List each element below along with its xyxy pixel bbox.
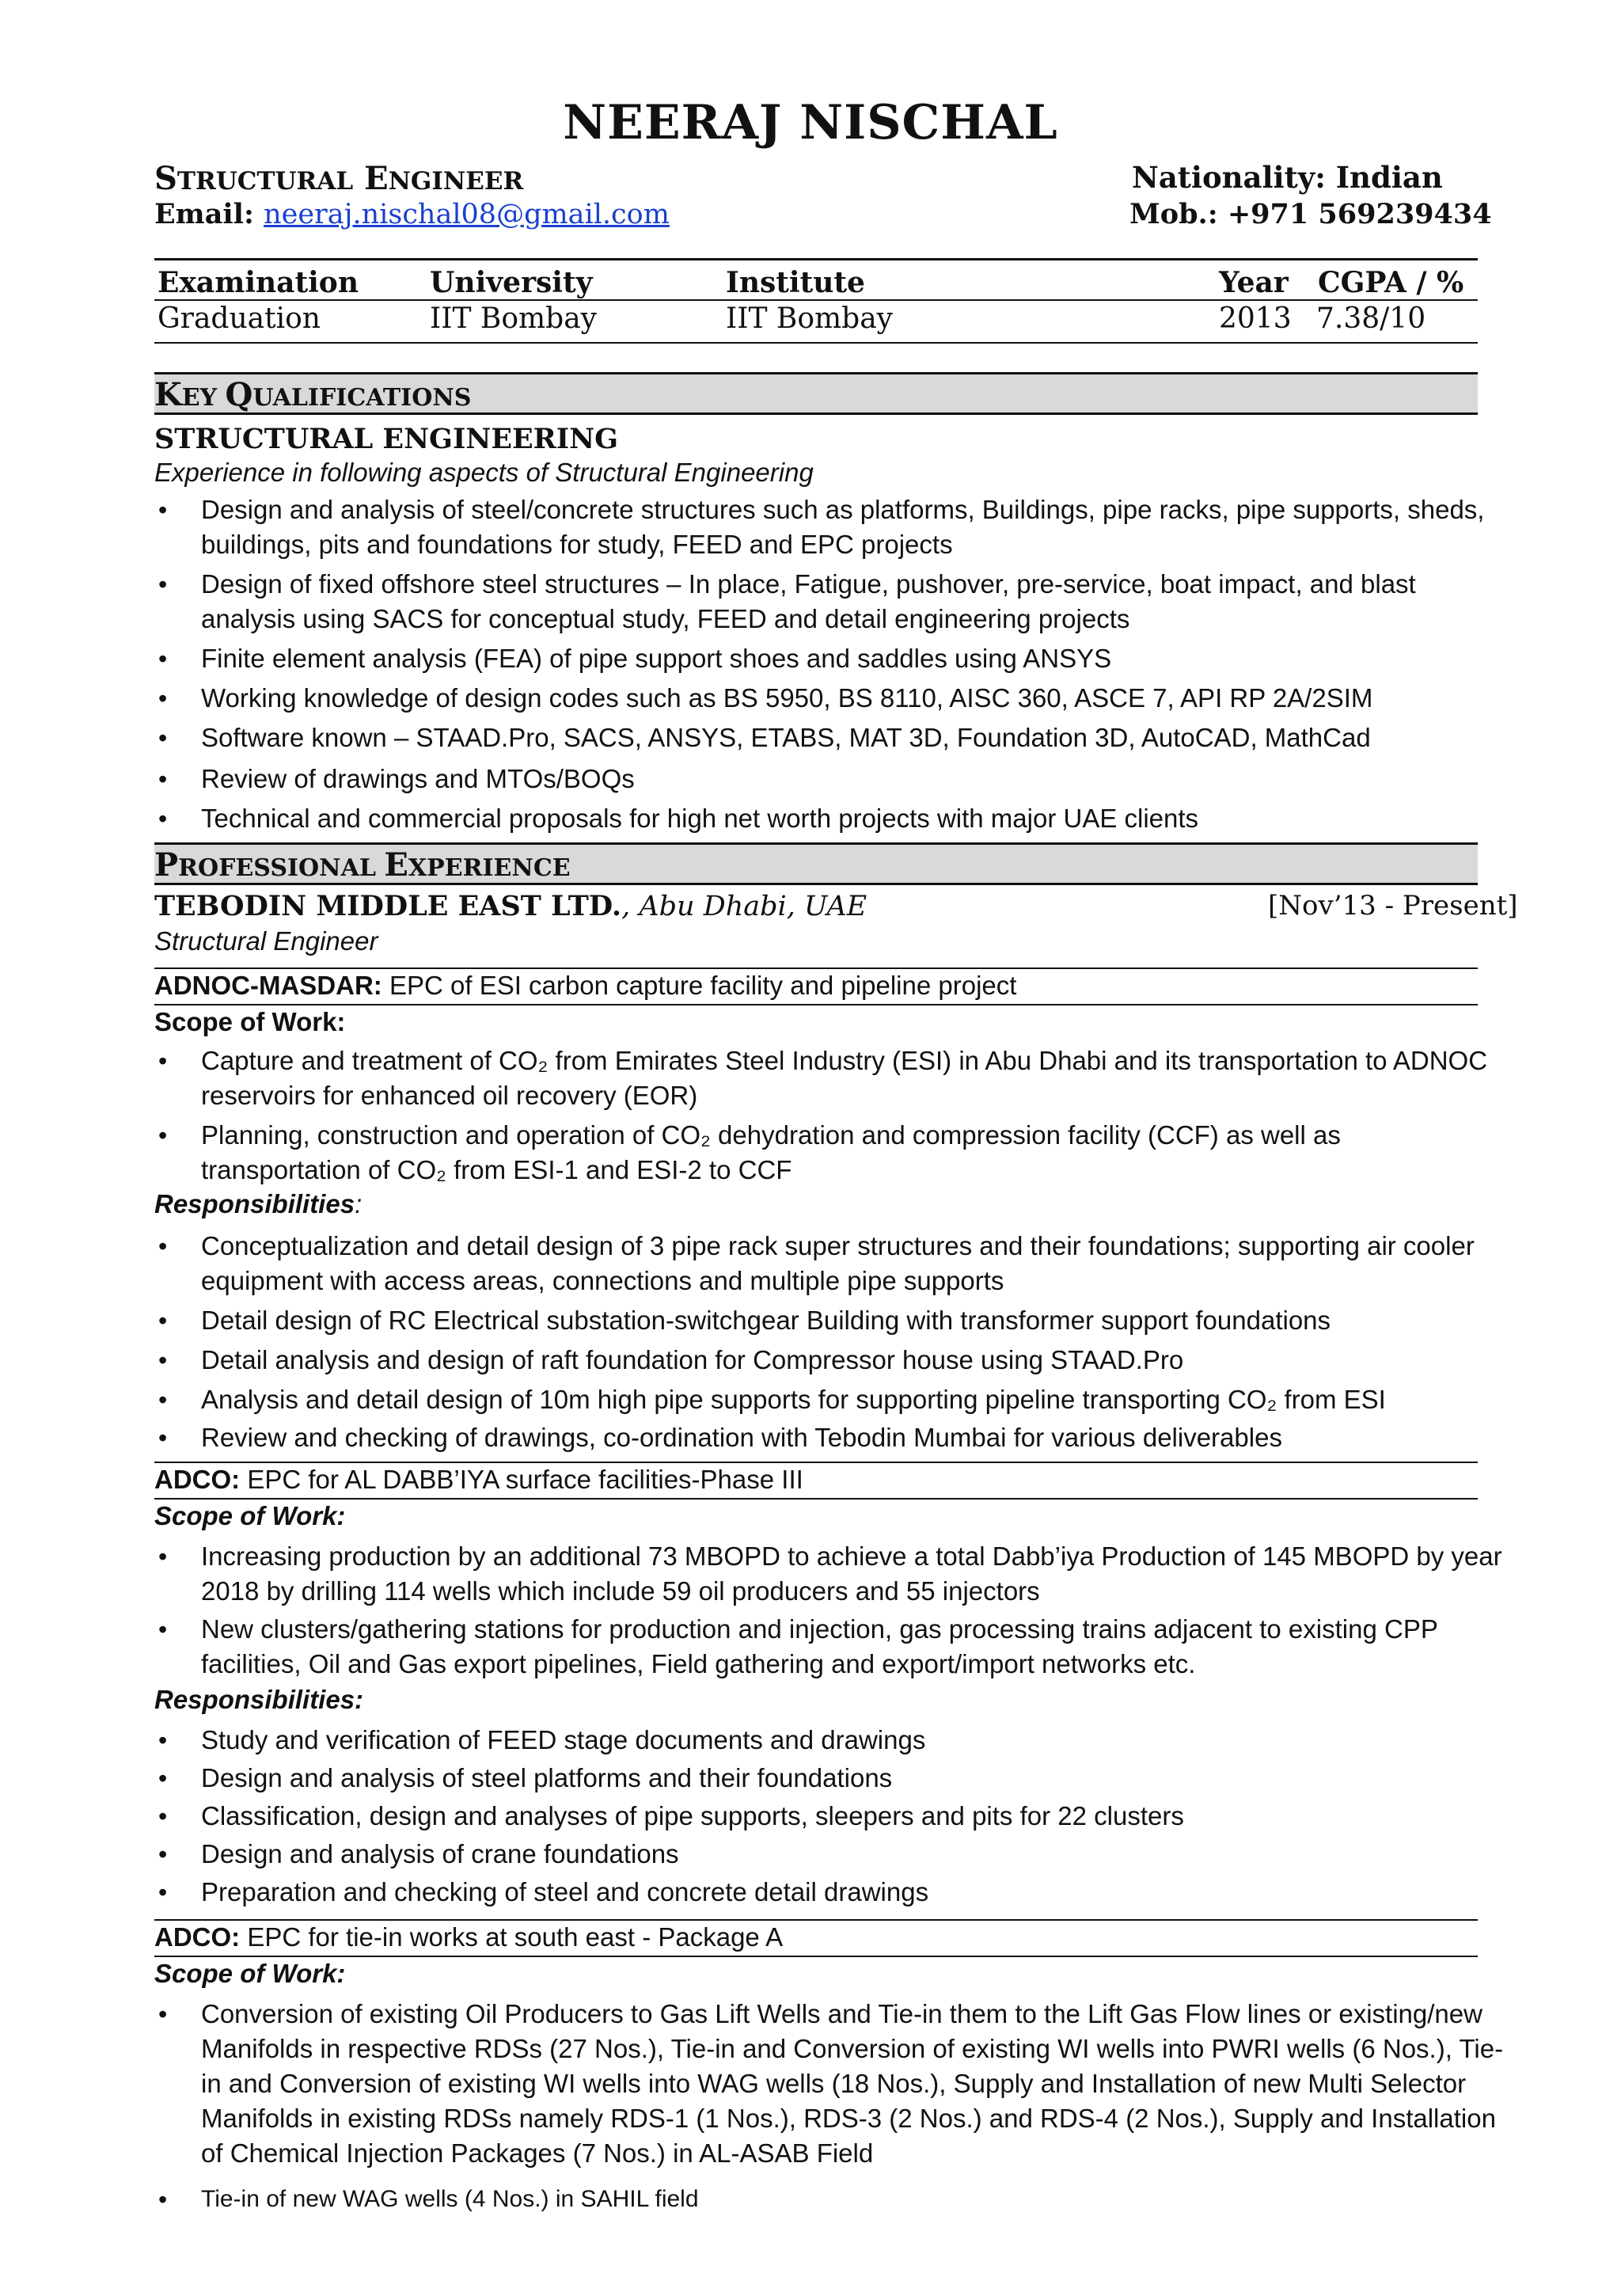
- list-item: Design and analysis of crane foundations: [201, 1839, 679, 1868]
- list-item: New clusters/gathering stations for production and injection, gas processing trains adjacent to existing CPP facilities, Oil and Gas export pipelines, Field gathering and export/import networks etc.: [201, 1614, 1438, 1678]
- bullet-icon: •: [158, 570, 168, 599]
- mobile-number: Mob.: +971 569239434: [1129, 198, 1492, 230]
- structural-engineering-subheading: STRUCTURAL ENGINEERING: [154, 423, 619, 455]
- bullet-icon: •: [158, 1424, 168, 1452]
- list-item: Increasing production by an additional 73 MBOPD to achieve a total Dabb’iya Production of 145 MBOPD by year 2018 by drilling 114 wells which include 59 oil producers and 55 injectors: [201, 1541, 1502, 1606]
- table-top-rule: [154, 258, 1478, 260]
- project-top-rule: [154, 967, 1478, 969]
- bullet-icon: •: [158, 684, 168, 713]
- cell-university: IIT Bombay: [430, 302, 598, 335]
- employment-period: [Nov’13 - Present]: [1268, 890, 1518, 922]
- col-year: Year: [1219, 266, 1289, 299]
- project-title: ADCO: EPC for tie-in works at south east - Package A: [154, 1922, 784, 1952]
- list-item: Design of fixed offshore steel structures – In place, Fatigue, pushover, pre-service, boat impact, and blast analysis using SACS for conceptual study, FEED and detail engineering projects: [201, 569, 1416, 633]
- bullet-icon: •: [158, 1121, 168, 1150]
- bullet-icon: •: [158, 1306, 168, 1335]
- scope-label: Scope of Work:: [154, 1007, 346, 1036]
- list-item: Review of drawings and MTOs/BOQs: [201, 764, 635, 793]
- job-title: STRUCTURAL ENGINEER: [154, 160, 524, 197]
- col-institute: Institute: [726, 266, 865, 299]
- project-bottom-rule: [154, 1498, 1478, 1500]
- bullet-icon: •: [158, 1047, 168, 1075]
- email-link[interactable]: neeraj.nischal08@gmail.com: [264, 199, 670, 230]
- project-top-rule: [154, 1462, 1478, 1463]
- project-title: ADNOC-MASDAR: EPC of ESI carbon capture facility and pipeline project: [154, 971, 1017, 1000]
- bullet-icon: •: [158, 1878, 168, 1906]
- bullet-icon: •: [158, 2185, 168, 2214]
- bullet-icon: •: [158, 1726, 168, 1754]
- bullet-icon: •: [158, 1615, 168, 1644]
- email-line: Email: neeraj.nischal08@gmail.com: [154, 198, 670, 230]
- cell-cgpa: 7.38/10: [1316, 302, 1426, 335]
- list-item: Conceptualization and detail design of 3 pipe rack super structures and their foundations; supporting air cooler equipment with access areas, connections and multiple pipe supports: [201, 1231, 1475, 1295]
- list-item: Capture and treatment of CO₂ from Emirates Steel Industry (ESI) in Abu Dhabi and its transportation to ADNOC reservoirs for enhanced oil recovery (EOR): [201, 1046, 1488, 1110]
- key-qualifications-heading: KEY QUALIFICATIONS: [154, 372, 1478, 415]
- project-title: ADCO: EPC for AL DABB’IYA surface facilities-Phase III: [154, 1465, 803, 1494]
- project-bottom-rule: [154, 1956, 1478, 1957]
- company-line: TEBODIN MIDDLE EAST LTD., Abu Dhabi, UAE: [154, 890, 867, 922]
- col-examination: Examination: [158, 266, 359, 299]
- bullet-icon: •: [158, 1346, 168, 1374]
- list-item: Detail design of RC Electrical substation-switchgear Building with transformer support foundations: [201, 1306, 1331, 1335]
- bullet-icon: •: [158, 765, 168, 793]
- bullet-icon: •: [158, 724, 168, 752]
- list-item: Design and analysis of steel/concrete structures such as platforms, Buildings, pipe racks, pipe supports, sheds, buildings, pits and foundations for study, FEED and EPC projects: [201, 495, 1485, 559]
- nationality: Nationality: Indian: [1132, 160, 1443, 195]
- bullet-icon: •: [158, 1386, 168, 1414]
- list-item: Working knowledge of design codes such as BS 5950, BS 8110, AISC 360, ASCE 7, API RP 2A/2SIM: [201, 683, 1373, 713]
- bullet-icon: •: [158, 1764, 168, 1792]
- project-bottom-rule: [154, 1004, 1478, 1005]
- qualifications-intro: Experience in following aspects of Structural Engineering: [154, 458, 814, 487]
- candidate-name: NEERAJ NISCHAL: [563, 95, 1058, 150]
- scope-label: Scope of Work:: [154, 1959, 346, 1988]
- list-item: Classification, design and analyses of pipe supports, sleepers and pits for 22 clusters: [201, 1801, 1184, 1830]
- bullet-icon: •: [158, 1542, 168, 1571]
- list-item: Analysis and detail design of 10m high pipe supports for supporting pipeline transporting CO₂ from ESI: [201, 1385, 1386, 1414]
- list-item: Study and verification of FEED stage documents and drawings: [201, 1725, 926, 1754]
- list-item: Tie-in of new WAG wells (4 Nos.) in SAHIL field: [201, 2186, 699, 2212]
- bullet-icon: •: [158, 804, 168, 833]
- cell-institute: IIT Bombay: [726, 302, 894, 335]
- list-item: Conversion of existing Oil Producers to Gas Lift Wells and Tie-in them to the Lift Gas Flow lines or existing/new Manifolds in respective RDSs (27 Nos.), Tie-in and Conversion of existing WI wells into PWRI wells (6 Nos.), Tie-in and Conversion of existing WI wells into WAG wells (18 Nos.), Supply and Installation of new Multi Selector Manifolds in existing RDSs namely RDS-1 (1 Nos.), RDS-3 (2 Nos.) and RDS-4 (2 Nos.), Supply and Installation of Chemical Injection Packages (7 Nos.) in AL-ASAB Field: [201, 1999, 1504, 2168]
- table-bottom-rule: [154, 342, 1478, 344]
- professional-experience-heading: PROFESSIONAL EXPERIENCE: [154, 842, 1478, 885]
- list-item: Planning, construction and operation of CO₂ dehydration and compression facility (CCF) as well as transportation of CO₂ from ESI-1 and ESI-2 to CCF: [201, 1120, 1341, 1184]
- project-top-rule: [154, 1919, 1478, 1921]
- bullet-icon: •: [158, 1232, 168, 1260]
- list-item: Preparation and checking of steel and concrete detail drawings: [201, 1877, 929, 1906]
- list-item: Review and checking of drawings, co-ordination with Tebodin Mumbai for various deliverables: [201, 1423, 1282, 1452]
- bullet-icon: •: [158, 1802, 168, 1830]
- list-item: Technical and commercial proposals for high net worth projects with major UAE clients: [201, 804, 1199, 833]
- list-item: Software known – STAAD.Pro, SACS, ANSYS, ETABS, MAT 3D, Foundation 3D, AutoCAD, MathCad: [201, 723, 1371, 752]
- responsibilities-label: Responsibilities:: [154, 1685, 364, 1714]
- list-item: Detail analysis and design of raft foundation for Compressor house using STAAD.Pro: [201, 1345, 1184, 1374]
- list-item: Finite element analysis (FEA) of pipe support shoes and saddles using ANSYS: [201, 644, 1112, 673]
- cell-year: 2013: [1219, 302, 1292, 335]
- bullet-icon: •: [158, 644, 168, 673]
- bullet-icon: •: [158, 2000, 168, 2028]
- job-role: Structural Engineer: [154, 926, 378, 956]
- scope-label: Scope of Work:: [154, 1501, 346, 1530]
- list-item: Design and analysis of steel platforms and their foundations: [201, 1763, 893, 1792]
- bullet-icon: •: [158, 496, 168, 524]
- col-university: University: [430, 266, 593, 299]
- col-cgpa: CGPA / %: [1318, 266, 1464, 299]
- cell-examination: Graduation: [158, 302, 321, 335]
- bullet-icon: •: [158, 1840, 168, 1868]
- responsibilities-label: Responsibilities:: [154, 1189, 363, 1218]
- table-header-rule: [154, 299, 1478, 301]
